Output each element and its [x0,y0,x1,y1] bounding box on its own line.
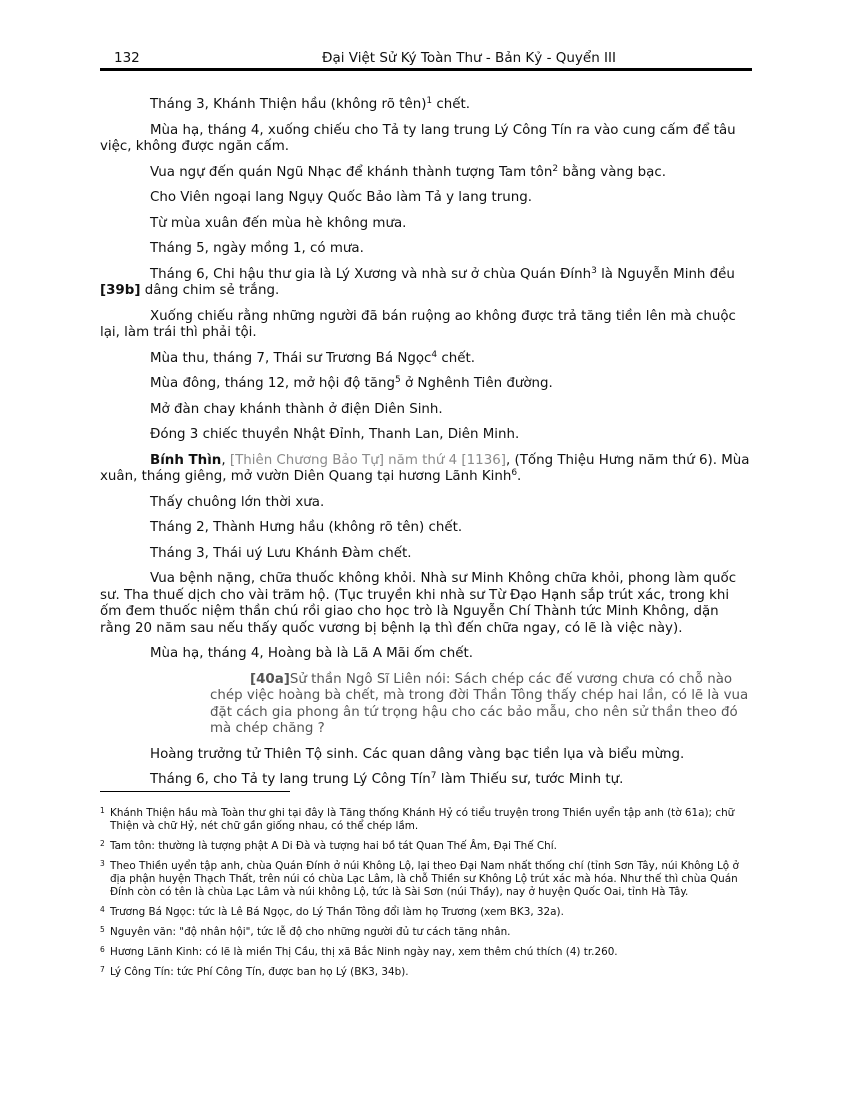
text-run: Mùa hạ, tháng 4, xuống chiếu cho Tả ty lang trung Lý Công Tín ra vào cung cấm để tâu việc, không được ngăn cấm. [100,122,736,154]
paragraph [100,97,752,114]
text-run: . [517,469,522,484]
footnote-ref: 7 [430,771,437,781]
footnote-text: Nguyên văn: "độ nhân hội", tức lễ độ cho những người đủ tư cách tăng nhân. [110,926,511,938]
footnote-ref: 5 [394,375,401,385]
text-run: dâng chim sẻ trắng. [140,283,280,298]
footnote-ref: 6 [511,468,518,478]
block-quote [210,672,752,738]
footnote [100,966,752,979]
paragraph [100,495,752,512]
text-run: Thấy chuông lớn thời xưa. [150,494,325,510]
footnote-text: Theo Thiền uyển tập anh, chùa Quán Đính ở núi Không Lộ, lại theo Đại Nam nhất thống chí (tỉnh Sơn Tây, núi Không Lộ ở địa phận huyện Thạch Thất, trên núi có chùa Lạc Lâm, là chỗ Thiền sư Không Lộ trút xác mà hóa. Như thế thì chùa Quán Đính còn có tên là chùa Lạc Lâm và núi không Lộ, tức là Sài Sơn (núi Thầy), nay ở huyện Quốc Oai, tỉnh Hà Tây. [110,860,739,898]
paragraph [100,267,752,300]
page-number: 132 [114,50,140,66]
footnote-number: 3 [100,859,105,868]
paragraph [100,376,752,393]
footnote-text: Trương Bá Ngọc: tức là Lê Bá Ngọc, do Lý Thần Tông đổi làm họ Trương (xem BK3, 32a). [110,906,564,918]
text-run: , [221,452,230,468]
text-run: Mùa đông, tháng 12, mở hội độ tăng [150,376,395,391]
bold-text: Bính Thìn [150,452,222,468]
quote-text: Sử thần Ngô Sĩ Liên nói: Sách chép các đế vương chưa có chỗ nào chép việc hoàng bà chết, mà trong đời Thần Tông thấy chép hai lần, có lẽ là vua đặt cách gia phong ân tứ trọng hậu cho các bảo mẫu, cho nên sử thần theo đó mà chép chăng ? [210,671,749,736]
footnote-number: 5 [100,925,105,934]
text-run: Tháng 3, Khánh Thiện hầu (không rõ tên) [150,97,427,112]
text-run: Tháng 3, Thái uý Lưu Khánh Đàm chết. [150,545,412,561]
footnote [100,906,752,919]
footnote-number: 7 [100,965,105,974]
text-run: chết. [432,97,471,112]
paragraph [100,190,752,207]
footnote-text: Lý Công Tín: tức Phí Công Tín, được ban họ Lý (BK3, 34b). [110,966,409,978]
paragraph [100,165,752,182]
text-run: Tháng 2, Thành Hưng hầu (không rõ tên) chết. [150,520,463,535]
text-run: Vua ngự đến quán Ngũ Nhạc để khánh thành tượng Tam tôn [150,164,553,180]
footnote [100,840,752,853]
footnote [100,946,752,959]
footnote-number: 6 [100,945,105,954]
paragraph [100,772,752,789]
text-run: Vua bệnh nặng, chữa thuốc không khỏi. Nhà sư Minh Không chữa khỏi, phong làm quốc sư. Tha thuế dịch cho vài trăm hộ. (Tục truyền khi nhà sư Từ Đạo Hạnh sắp trút xác, trong khi ốm đem thuốc niệm thần chú rồi giao cho học trò là Nguyễn Chí Thành tức Minh Không, dặn rằng 20 năm sau nếu thấy quốc vương bị bệnh lạ thì đến chữa ngay, có lẽ là việc này). [100,571,737,636]
footnote [100,926,752,939]
paragraph [100,402,752,419]
text-run: là Nguyễn Minh đều [596,266,735,282]
footnote-number: 4 [100,905,105,914]
text-run: Cho Viên ngoại lang Ngụy Quốc Bảo làm Tả y lang trung. [150,190,532,205]
footnote-text: Khánh Thiện hầu mà Toàn thư ghi tại đây là Tăng thống Khánh Hỷ có tiểu truyện trong Thiền uyển tập anh (tờ 61a); chữ Thiện và chữ Hỷ, nét chữ gần giống nhau, có thể chép lầm. [110,807,735,832]
footnote-ref: 1 [426,96,433,106]
paragraph [100,747,752,764]
footnote [100,860,752,899]
paragraph [100,571,752,637]
footnote-text: Tam tôn: thường là tượng phật A Di Đà và tượng hai bồ tát Quan Thế Âm, Đại Thế Chí. [110,840,557,852]
main-text [100,97,752,798]
running-title: Đại Việt Sử Ký Toàn Thư - Bản Kỷ - Quyển III [321,50,616,66]
text-run: Tháng 6, cho Tả ty lang trung Lý Công Tín [150,772,431,787]
paragraph [100,453,752,486]
paragraph [100,309,752,342]
paragraph [100,427,752,444]
text-run: làm Thiếu sư, tước Minh tự. [436,772,624,787]
footnote-number: 2 [100,839,105,848]
paragraph [100,216,752,233]
text-run: Hoàng trưởng tử Thiên Tộ sinh. Các quan dâng vàng bạc tiền lụa và biểu mừng. [150,746,685,762]
footnote-text: Hương Lãnh Kinh: có lẽ là miền Thị Cầu, thị xã Bắc Ninh ngày nay, xem thêm chú thích (4) tr.260. [110,946,618,958]
editorial-note: [Thiên Chương Bảo Tự] năm thứ 4 [1136] [229,452,506,468]
text-run: Tháng 5, ngày mồng 1, có mưa. [150,241,364,256]
text-run: Tháng 6, Chi hậu thư gia là Lý Xương và nhà sư ở chùa Quán Đính [150,266,592,282]
text-run: Từ mùa xuân đến mùa hè không mưa. [150,215,407,231]
footnote-ref: 3 [591,265,597,276]
text-run: Đóng 3 chiếc thuyền Nhật Đỉnh, Thanh Lan, Diên Minh. [150,427,520,442]
footnotes [100,807,752,986]
paragraph-group-after-quote [100,747,752,789]
quote-folio-tag: [40a] [250,671,290,687]
text-run: , (Tống Thiệu Hưng năm thứ 6). Mùa xuân, tháng giêng, mở vườn Diên Quang tại hương Lãnh Kinh [100,452,750,484]
paragraph [100,241,752,258]
paragraph-group-before-quote [100,97,752,663]
footnote [100,807,752,833]
text-run: bằng vàng bạc. [558,164,666,180]
text-run: Mở đàn chay khánh thành ở điện Diên Sinh. [150,401,443,417]
footnote-ref: 4 [431,349,438,360]
bold-text: [39b] [100,283,141,298]
footnote-rule [100,791,290,792]
paragraph [100,646,752,663]
page-header [100,48,752,68]
text-run: Mùa thu, tháng 7, Thái sư Trương Bá Ngọc [150,350,432,366]
footnote-ref: 2 [552,163,559,174]
text-run: Mùa hạ, tháng 4, Hoàng bà là Lã A Mãi ốm chết. [150,646,473,661]
header-rule [100,68,752,71]
footnote-number: 1 [100,806,105,815]
paragraph [100,123,752,156]
text-run: ở Nghênh Tiên đường. [400,376,553,391]
paragraph [100,351,752,368]
text-run: chết. [437,350,475,366]
paragraph [100,520,752,537]
text-run: Xuống chiếu rằng những người đã bán ruộng ao không được trả tăng tiền lên mà chuộc lại, làm trái thì phải tội. [100,308,736,340]
paragraph [100,546,752,563]
